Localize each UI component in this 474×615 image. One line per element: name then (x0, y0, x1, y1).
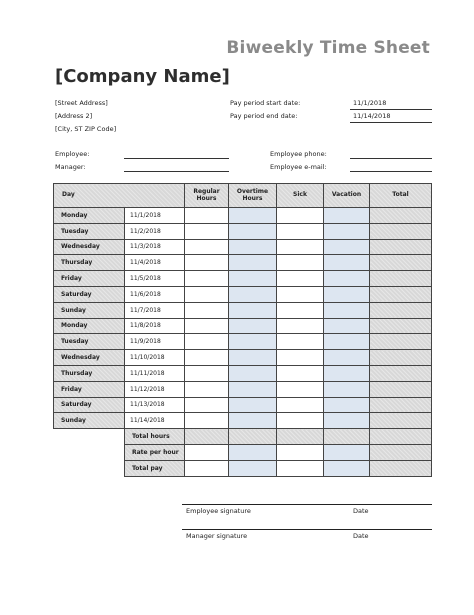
company-name[interactable]: [Company Name] (55, 66, 230, 87)
pay-sick (277, 460, 324, 476)
rate-total (370, 444, 432, 460)
table-row (54, 208, 432, 224)
overtime-hours-cell[interactable] (229, 302, 277, 318)
date-cell[interactable]: 11/7/2018 (125, 302, 185, 318)
table-row (54, 365, 432, 381)
total-cell (370, 318, 432, 334)
total-cell (370, 208, 432, 224)
regular-hours-cell[interactable] (185, 302, 229, 318)
overtime-hours-cell[interactable] (229, 413, 277, 429)
table-row (54, 334, 432, 350)
day-cell: Tuesday (54, 334, 125, 350)
regular-hours-cell[interactable] (185, 318, 229, 334)
day-cell: Sunday (54, 302, 125, 318)
table-row (54, 397, 432, 413)
pay-total (370, 460, 432, 476)
table-row (54, 271, 432, 287)
date-cell[interactable]: 11/3/2018 (125, 239, 185, 255)
summary-row-rate-per-hour (54, 444, 432, 460)
total-cell (370, 350, 432, 366)
regular-hours-cell[interactable] (185, 334, 229, 350)
total-sick (277, 429, 324, 445)
overtime-hours-cell[interactable] (229, 223, 277, 239)
rate-sick[interactable] (277, 444, 324, 460)
day-cell: Monday (54, 318, 125, 334)
sick-cell[interactable] (277, 223, 324, 239)
table-row (54, 350, 432, 366)
sick-cell[interactable] (277, 302, 324, 318)
employee-signature-line[interactable] (182, 504, 432, 505)
total-overtime-hours (229, 429, 277, 445)
header-total: Total (370, 184, 432, 208)
date-cell[interactable]: 11/4/2018 (125, 255, 185, 271)
vacation-cell[interactable] (324, 286, 370, 302)
period-start-underline (350, 109, 432, 110)
date-cell[interactable]: 11/12/2018 (125, 381, 185, 397)
employee-date-label: Date (353, 507, 369, 515)
sick-cell[interactable] (277, 350, 324, 366)
date-cell[interactable]: 11/6/2018 (125, 286, 185, 302)
total-hours-label: Total hours (125, 429, 185, 445)
total-cell (370, 365, 432, 381)
sick-cell[interactable] (277, 255, 324, 271)
day-cell: Sunday (54, 413, 125, 429)
regular-hours-cell[interactable] (185, 208, 229, 224)
vacation-cell[interactable] (324, 381, 370, 397)
overtime-hours-cell[interactable] (229, 208, 277, 224)
vacation-cell[interactable] (324, 239, 370, 255)
employee-email-label: Employee e-mail: (270, 163, 327, 171)
date-cell[interactable]: 11/5/2018 (125, 271, 185, 287)
total-regular-hours (185, 429, 229, 445)
regular-hours-cell[interactable] (185, 413, 229, 429)
rate-per-hour-label: Rate per hour (125, 444, 185, 460)
employee-phone-label: Employee phone: (270, 150, 327, 158)
date-cell[interactable]: 11/2/2018 (125, 223, 185, 239)
vacation-cell[interactable] (324, 223, 370, 239)
period-end-value[interactable]: 11/14/2018 (353, 112, 391, 120)
day-cell: Wednesday (54, 239, 125, 255)
vacation-cell[interactable] (324, 271, 370, 287)
vacation-cell[interactable] (324, 334, 370, 350)
manager-signature-line[interactable] (182, 529, 432, 530)
regular-hours-cell[interactable] (185, 271, 229, 287)
total-cell (370, 413, 432, 429)
header-overtime-hours: Overtime Hours (229, 184, 277, 208)
overtime-hours-cell[interactable] (229, 286, 277, 302)
day-cell: Saturday (54, 397, 125, 413)
header-regular-hours: Regular Hours (185, 184, 229, 208)
date-cell[interactable]: 11/13/2018 (125, 397, 185, 413)
total-cell (370, 397, 432, 413)
regular-hours-cell[interactable] (185, 255, 229, 271)
vacation-cell[interactable] (324, 208, 370, 224)
vacation-cell[interactable] (324, 255, 370, 271)
sick-cell[interactable] (277, 208, 324, 224)
vacation-cell[interactable] (324, 350, 370, 366)
pay-regular (185, 460, 229, 476)
overtime-hours-cell[interactable] (229, 381, 277, 397)
vacation-cell[interactable] (324, 365, 370, 381)
overtime-hours-cell[interactable] (229, 255, 277, 271)
sick-cell[interactable] (277, 397, 324, 413)
day-cell: Tuesday (54, 223, 125, 239)
overtime-hours-cell[interactable] (229, 350, 277, 366)
total-cell (370, 271, 432, 287)
summary-row-total-pay (54, 460, 432, 476)
table-header-row (54, 184, 432, 208)
date-cell[interactable]: 11/14/2018 (125, 413, 185, 429)
manager-date-label: Date (353, 532, 369, 540)
street-address[interactable]: [Street Address] (55, 99, 108, 107)
date-cell[interactable]: 11/1/2018 (125, 208, 185, 224)
regular-hours-cell[interactable] (185, 365, 229, 381)
city-state-zip[interactable]: [City, ST ZIP Code] (55, 125, 117, 133)
header-day: Day (54, 184, 185, 208)
period-start-label: Pay period start date: (230, 99, 301, 107)
table-row (54, 302, 432, 318)
manager-label: Manager: (55, 163, 86, 171)
header-sick: Sick (277, 184, 324, 208)
summary-row-total-hours (54, 429, 432, 445)
regular-hours-cell[interactable] (185, 223, 229, 239)
regular-hours-cell[interactable] (185, 350, 229, 366)
total-cell (370, 381, 432, 397)
table-row (54, 239, 432, 255)
table-row (54, 318, 432, 334)
table-row (54, 255, 432, 271)
overtime-hours-cell[interactable] (229, 318, 277, 334)
employee-email-field[interactable] (350, 171, 432, 172)
table-row (54, 223, 432, 239)
overtime-hours-cell[interactable] (229, 397, 277, 413)
address-2[interactable]: [Address 2] (55, 112, 93, 120)
total-pay-label: Total pay (125, 460, 185, 476)
overtime-hours-cell[interactable] (229, 271, 277, 287)
table-row (54, 286, 432, 302)
total-cell (370, 286, 432, 302)
day-cell: Friday (54, 381, 125, 397)
document-title: Biweekly Time Sheet (226, 38, 430, 58)
vacation-cell[interactable] (324, 413, 370, 429)
employee-field[interactable] (124, 158, 229, 159)
total-cell (370, 223, 432, 239)
total-cell (370, 302, 432, 318)
table-row (54, 413, 432, 429)
day-cell: Friday (54, 271, 125, 287)
sick-cell[interactable] (277, 286, 324, 302)
vacation-cell[interactable] (324, 302, 370, 318)
total-cell (370, 255, 432, 271)
overtime-hours-cell[interactable] (229, 365, 277, 381)
employee-phone-field[interactable] (350, 158, 432, 159)
pay-vacation (324, 460, 370, 476)
day-cell: Monday (54, 208, 125, 224)
period-start-value[interactable]: 11/1/2018 (353, 99, 387, 107)
sick-cell[interactable] (277, 271, 324, 287)
day-cell: Thursday (54, 255, 125, 271)
rate-overtime[interactable] (229, 444, 277, 460)
vacation-cell[interactable] (324, 318, 370, 334)
date-cell[interactable]: 11/10/2018 (125, 350, 185, 366)
total-cell (370, 334, 432, 350)
overtime-hours-cell[interactable] (229, 334, 277, 350)
total-cell (370, 239, 432, 255)
day-cell: Thursday (54, 365, 125, 381)
sick-cell[interactable] (277, 365, 324, 381)
sick-cell[interactable] (277, 334, 324, 350)
sick-cell[interactable] (277, 413, 324, 429)
sick-cell[interactable] (277, 381, 324, 397)
regular-hours-cell[interactable] (185, 239, 229, 255)
regular-hours-cell[interactable] (185, 286, 229, 302)
header-vacation: Vacation (324, 184, 370, 208)
pay-overtime (229, 460, 277, 476)
date-cell[interactable]: 11/11/2018 (125, 365, 185, 381)
regular-hours-cell[interactable] (185, 381, 229, 397)
day-cell: Wednesday (54, 350, 125, 366)
rate-regular[interactable] (185, 444, 229, 460)
employee-signature-label: Employee signature (186, 507, 251, 515)
date-cell[interactable]: 11/9/2018 (125, 334, 185, 350)
sick-cell[interactable] (277, 239, 324, 255)
total-vacation (324, 429, 370, 445)
vacation-cell[interactable] (324, 397, 370, 413)
manager-signature-label: Manager signature (186, 532, 248, 540)
manager-field[interactable] (124, 171, 229, 172)
rate-vacation[interactable] (324, 444, 370, 460)
period-end-underline (350, 122, 432, 123)
table-row (54, 381, 432, 397)
sick-cell[interactable] (277, 318, 324, 334)
employee-label: Employee: (55, 150, 90, 158)
overtime-hours-cell[interactable] (229, 239, 277, 255)
timesheet-table (53, 183, 432, 477)
date-cell[interactable]: 11/8/2018 (125, 318, 185, 334)
day-cell: Saturday (54, 286, 125, 302)
period-end-label: Pay period end date: (230, 112, 298, 120)
regular-hours-cell[interactable] (185, 397, 229, 413)
total-total (370, 429, 432, 445)
